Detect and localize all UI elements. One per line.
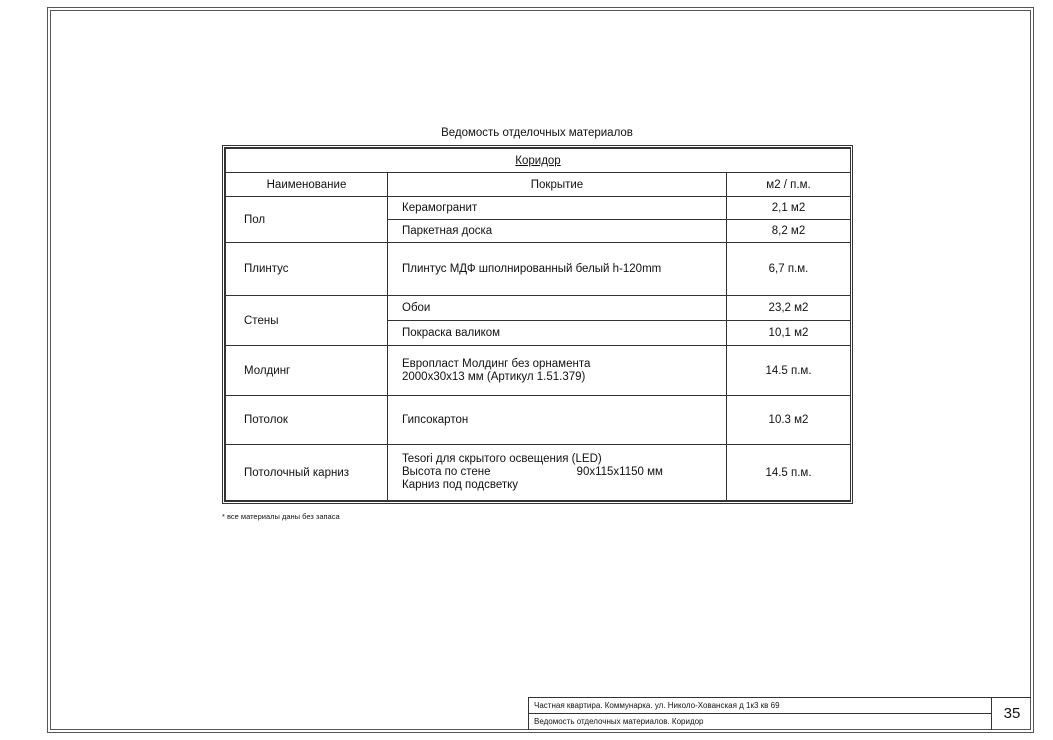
table-row: [226, 445, 851, 501]
materials-table: [222, 145, 853, 504]
table-row: [226, 346, 851, 396]
page-number: 35: [991, 698, 1032, 730]
cell-qty: 14.5 п.м.: [727, 346, 851, 396]
table-row: [226, 296, 851, 321]
footnote: * все материалы даны без запаса: [222, 512, 340, 521]
cell-qty: 10,1 м2: [727, 321, 851, 346]
cell-cover: Керамогранит: [388, 197, 727, 220]
row-name-ceiling: Потолок: [226, 396, 388, 445]
cover-line: Tesori для скрытого освещения (LED): [402, 453, 602, 465]
cell-cover: [388, 445, 727, 501]
cover-line: Высота по стене 90х115х1150 мм: [402, 466, 663, 478]
cell-cover: Плинтус МДФ шполнированный белый h-120mm: [388, 243, 727, 296]
header-cover: Покрытие: [388, 173, 727, 197]
cover-line: Карниз под подсветку: [402, 479, 519, 491]
cell-cover: [388, 346, 727, 396]
cell-cover: Обои: [388, 296, 727, 321]
document-title: Ведомость отделочных материалов: [441, 127, 633, 139]
title-block-address: Частная квартира. Коммунарка. ул. Николо-Хованская д 1к3 кв 69: [529, 698, 991, 714]
header-qty: м2 / п.м.: [727, 173, 851, 197]
cell-qty: 2,1 м2: [727, 197, 851, 220]
cover-line: 2000х30х13 мм (Артикул 1.51.379): [402, 370, 586, 383]
row-name-floor: Пол: [226, 197, 388, 243]
table-row: [226, 396, 851, 445]
cell-qty: 8,2 м2: [727, 220, 851, 243]
row-name-walls: Стены: [226, 296, 388, 346]
cell-cover: Паркетная доска: [388, 220, 727, 243]
header-name: Наименование: [226, 173, 388, 197]
cell-cover: Гипсокартон: [388, 396, 727, 445]
cell-qty: 6,7 п.м.: [727, 243, 851, 296]
row-name-cornice: Потолочный карниз: [226, 445, 388, 501]
title-block: [528, 697, 1031, 730]
header-row: [226, 173, 851, 197]
row-name-molding: Молдинг: [226, 346, 388, 396]
row-name-plinth: Плинтус: [226, 243, 388, 296]
table-row: [226, 197, 851, 220]
cell-qty: 14.5 п.м.: [727, 445, 851, 501]
table-row: [226, 243, 851, 296]
cover-line: Европласт Молдинг без орнамента: [402, 357, 591, 370]
cell-qty: 10.3 м2: [727, 396, 851, 445]
title-block-sheet-name: Ведомость отделочных материалов. Коридор: [534, 717, 704, 726]
section-title: Коридор: [226, 149, 851, 173]
section-row: [226, 149, 851, 173]
cell-qty: 23,2 м2: [727, 296, 851, 321]
cell-cover: Покраска валиком: [388, 321, 727, 346]
